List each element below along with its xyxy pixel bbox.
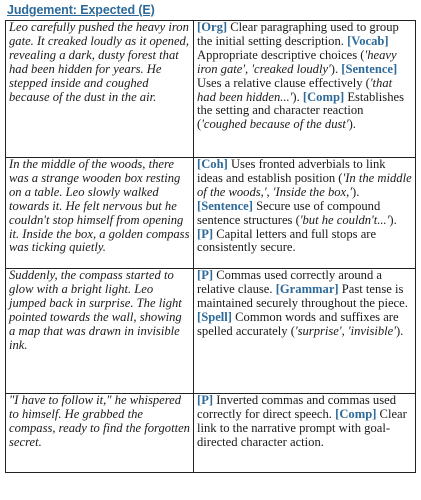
criterion-text-end: ). [395,323,404,338]
criterion-text: Secure use of compound sentence structures ( [197,198,381,227]
criterion-text: Commas used correctly around a relative clause. [197,268,383,296]
criterion-tag: [P] [197,268,214,282]
criterion-tag: [Spell] [197,309,232,324]
criterion-text-end: ). [292,89,300,104]
criterion-quote: 'but he couldn't...' [299,212,390,227]
criterion-quote: 'heavy iron gate', 'creaked loudly' [197,47,397,76]
criterion-text-end: ). [389,212,397,227]
criterion-text: Uses a relative clause effectively ( [197,75,370,90]
criterion-text-end: ). [348,117,356,132]
criterion-quote: 'coughed because of the dust' [201,117,349,132]
criterion-text: Establishes the setting and character reaction ( [197,89,404,132]
criterion-tag: [Comp] [302,89,345,104]
criterion-quote: 'that had been hidden...' [197,75,393,104]
criterion-text-end: ). [352,184,360,199]
criterion-text-end: ). [330,61,339,76]
criterion-text: Clear link to the narrative prompt with goal-directed character action. [197,406,407,449]
assessment-notes [194,269,416,394]
criterion-text: Appropriate descriptive choices ( [197,47,365,62]
criterion-text: Inverted commas and commas used correctly for direct speech. [197,393,396,421]
criterion-text: Capital letters and full stops are consistently secure. [197,226,377,255]
table-row [6,269,416,394]
criterion-tag: [Org] [197,20,228,34]
criterion-tag: [Grammar] [275,281,339,296]
story-excerpt: In the middle of the woods, there was a strange wooden box resting on a table. Leo slowly walked towards it. He felt nervous but he couldn't stop himself from opening it. Inside the box, a golden compass was ticking quietly. [6,158,194,269]
page-heading: Judgement: Expected (E) [7,3,155,17]
criterion-text: Past tense is maintained securely throughout the piece. [197,281,408,310]
assessment-notes [194,394,416,473]
story-excerpt: Leo carefully pushed the heavy iron gate. It creaked loudly as it opened, revealing a dark, dusty forest that had been hidden for years. He stepped inside and coughed because of the dust in the air. [6,21,194,158]
criterion-tag: [P] [197,226,214,241]
assessment-table [5,20,416,473]
criterion-quote: 'In the middle of the woods,', 'Inside the box,' [197,170,412,199]
criterion-tag: [Coh] [197,157,228,171]
criterion-tag: [Sentence] [197,198,253,213]
assessment-notes [194,158,416,269]
table-row [6,158,416,269]
criterion-quote: 'surprise', 'invisible' [294,323,396,338]
criterion-tag: [P] [197,393,214,407]
criterion-text: Uses fronted adverbials to link ideas and establish position ( [197,157,386,185]
criterion-tag: [Vocab] [347,33,389,48]
criterion-tag: [Comp] [335,406,377,421]
table-row [6,21,416,158]
story-excerpt: "I have to follow it," he whispered to himself. He grabbed the compass, ready to find the forgotten secret. [6,394,194,473]
criterion-text: Clear paragraphing used to group the initial setting description. [197,20,399,48]
criterion-text: Common words and suffixes are spelled accurately ( [197,309,399,338]
criterion-tag: [Sentence] [341,61,398,76]
table-row [6,394,416,473]
assessment-notes [194,21,416,158]
story-excerpt: Suddenly, the compass started to glow with a bright light. Leo jumped back in surprise. The light pointed towards the wall, showing a map that was drawn in invisible ink. [6,269,194,394]
